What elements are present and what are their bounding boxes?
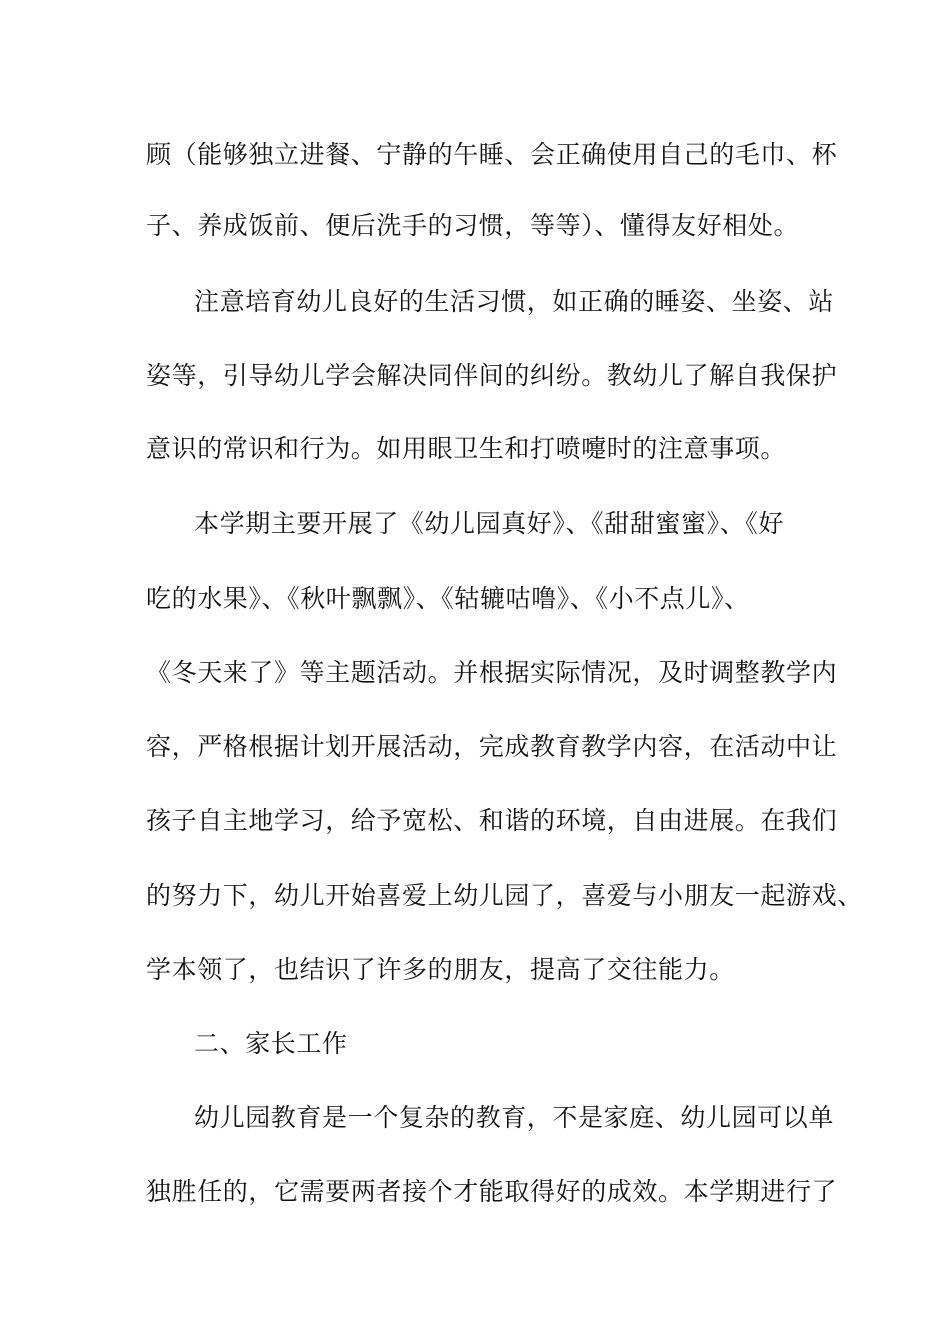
text-line: 吃的水果》、《秋叶飘飘》、《轱辘咕噜》、《小不点儿》、 <box>146 584 750 613</box>
text-line: 孩子自主地学习，给予宽松、和谐的环境，自由进展。在我们 <box>146 806 838 835</box>
text-line: 独胜任的，它需要两者接个才能取得好的成效。本学期进行了 <box>146 1177 838 1206</box>
text-line: 学本领了，也结识了许多的朋友，提高了交往能力。 <box>146 955 735 984</box>
section-heading: 二、家长工作 <box>194 1029 348 1058</box>
text-line: 容，严格根据计划开展活动，完成教育教学内容，在活动中让 <box>146 732 838 761</box>
text-line: 姿等，引导幼儿学会解决同伴间的纠纷。教幼儿了解自我保护 <box>146 361 838 390</box>
paragraph-start-line: 本学期主要开展了《幼儿园真好》、《甜甜蜜蜜》、《好 <box>194 509 785 538</box>
text-line: 顾（能够独立进餐、宁静的午睡、会正确使用自己的毛巾、杯 <box>146 140 838 169</box>
paragraph-start-line: 幼儿园教育是一个复杂的教育，不是家庭、幼儿园可以单 <box>194 1103 835 1132</box>
text-line: 的努力下，幼儿开始喜爱上幼儿园了，喜爱与小朋友一起游戏、 <box>146 881 863 910</box>
text-line: 《冬天来了》等主题活动。并根据实际情况，及时调整教学内 <box>146 658 838 687</box>
paragraph-start-line: 注意培育幼儿良好的生活习惯，如正确的睡姿、坐姿、站 <box>194 287 835 316</box>
text-line: 子、养成饭前、便后洗手的习惯，等等）、懂得友好相处。 <box>146 211 800 240</box>
text-line: 意识的常识和行为。如用眼卫生和打喷嚏时的注意事项。 <box>146 434 787 463</box>
